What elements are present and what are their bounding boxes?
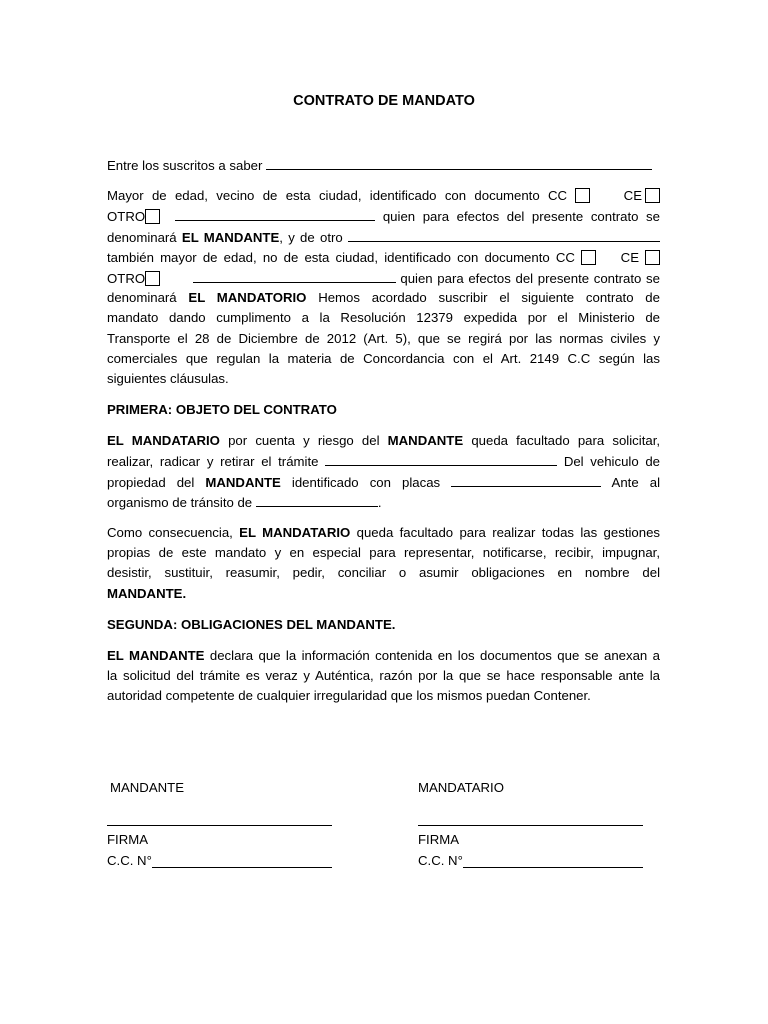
- primera-text: Ante al: [611, 475, 660, 490]
- segunda-heading: SEGUNDA: OBLIGACIONES DEL MANDANTE.: [107, 617, 396, 632]
- intro-text: Entre los suscritos a saber: [107, 158, 263, 173]
- consecuencia-line-4: MANDANTE.: [107, 586, 187, 601]
- p1-text: denominará: [107, 290, 177, 305]
- segunda-line-3: autoridad competente de cualquier irregularidad que los mismos puedan Contener.: [107, 688, 591, 703]
- el-mandatorio-bold: EL MANDATORIO: [188, 290, 307, 305]
- consecuencia-line-1: [107, 523, 660, 543]
- p1-text: Mayor de edad, vecino de esta ciudad, identificado con documento CC: [107, 188, 568, 203]
- p1-line-5: [107, 268, 660, 288]
- ce-label-1: CE: [623, 188, 642, 203]
- primera-line-2: [107, 451, 660, 471]
- p1-text: quien para efectos del presente contrato se: [400, 271, 660, 286]
- organismo-blank[interactable]: [256, 492, 378, 507]
- el-mandatario-bold: EL MANDATARIO: [107, 433, 220, 448]
- primera-line-4: organismo de tránsito de .: [107, 492, 660, 512]
- primera-text: organismo de tránsito de: [107, 495, 253, 510]
- mandante-cc-label: C.C. N°: [107, 853, 152, 868]
- mandante-bold: MANDANTE: [387, 433, 464, 448]
- ce-checkbox-2[interactable]: [645, 250, 660, 265]
- otro-blank-1[interactable]: [175, 206, 375, 221]
- otro-parte-blank[interactable]: [348, 227, 660, 242]
- otro-checkbox-2[interactable]: [145, 271, 160, 286]
- p1-line-10: siguientes cláusulas.: [107, 371, 229, 386]
- otro-label-2: OTRO: [107, 271, 146, 286]
- p1-line-4: [107, 248, 660, 268]
- el-mandante-bold: EL MANDANTE: [181, 230, 280, 245]
- ce-label-2: CE: [620, 250, 639, 265]
- mandatario-signature-line[interactable]: [418, 825, 643, 826]
- el-mandante-bold: EL MANDANTE: [107, 648, 205, 663]
- cc-checkbox-2[interactable]: [581, 250, 596, 265]
- document-title: CONTRATO DE MANDATO: [293, 93, 475, 109]
- mandante-signature-line[interactable]: [107, 825, 332, 826]
- placas-blank[interactable]: [451, 472, 601, 487]
- mandatario-cc-line[interactable]: [463, 867, 643, 868]
- primera-text: realizar, radicar y retirar el trámite: [107, 454, 319, 469]
- p1-text: denominará: [107, 230, 177, 245]
- segunda-line-2: la solicitud del trámite es veraz y Auténtica, razón por la que se hace responsable ante la: [107, 668, 660, 683]
- consecuencia-line-3: desistir, sustituir, reasumir, pedir, conciliar o asumir obligaciones en nombre del: [107, 565, 660, 580]
- primera-text: propiedad del: [107, 475, 195, 490]
- consecuencia-line-2: propias de este mandato y en especial para representar, notificarse, recibir, impugnar,: [107, 545, 660, 560]
- consecuencia-text: queda facultado para realizar todas las gestiones: [356, 525, 661, 540]
- primera-heading: PRIMERA: OBJETO DEL CONTRATO: [107, 402, 337, 417]
- otro-blank-2[interactable]: [193, 268, 396, 283]
- p1-line-1: [107, 186, 660, 206]
- primera-text: por cuenta y riesgo del: [228, 433, 380, 448]
- primera-text: identificado con placas: [291, 475, 441, 490]
- consecuencia-text: Como consecuencia,: [107, 525, 233, 540]
- otro-checkbox-1[interactable]: [145, 209, 160, 224]
- otro-label-1: OTRO: [107, 209, 146, 224]
- mandante-cc-line[interactable]: [152, 867, 332, 868]
- primera-text: Del vehiculo de: [563, 454, 661, 469]
- intro-line: [107, 155, 660, 175]
- p1-line-3: [107, 227, 660, 247]
- primera-line-3: [107, 472, 660, 492]
- ce-checkbox-1[interactable]: [645, 188, 660, 203]
- p1-text: quien para efectos del presente contrato se: [382, 209, 660, 224]
- p1-line-7: mandato dando cumplimento a la Resolución 12379 expedida por el Ministerio de: [107, 310, 660, 325]
- p1-text: Hemos acordado suscribir el siguiente contrato de: [318, 290, 660, 305]
- segunda-text: declara que la información contenida en los documentos que se anexan a: [209, 648, 660, 663]
- suscritos-blank[interactable]: [266, 155, 652, 170]
- segunda-line-1: [107, 646, 660, 666]
- primera-text: queda facultado para solicitar,: [471, 433, 661, 448]
- tramite-blank[interactable]: [325, 451, 557, 466]
- p1-line-8: Transporte el 28 de Diciembre de 2012 (Art. 5), que se regirá por las normas civiles y: [107, 331, 660, 346]
- mandatario-cc-label: C.C. N°: [418, 853, 463, 868]
- primera-line-1: [107, 431, 660, 451]
- mandante-signature-label: MANDANTE: [110, 780, 184, 795]
- p1-text: también mayor de edad, no de esta ciudad, identificado con documento CC: [107, 250, 575, 265]
- p1-text: , y de otro: [279, 230, 343, 245]
- mandatario-firma-label: FIRMA: [418, 832, 460, 847]
- p1-line-9: comerciales que regulan la materia de Concordancia con el Art. 2149 C.C según las: [107, 351, 660, 366]
- mandante-bold: MANDANTE: [205, 475, 281, 490]
- el-mandatario-bold: EL MANDATARIO: [239, 525, 351, 540]
- p1-line-2: [107, 206, 660, 226]
- mandante-firma-label: FIRMA: [107, 832, 149, 847]
- cc-checkbox-1[interactable]: [575, 188, 590, 203]
- p1-line-6: [107, 288, 660, 308]
- mandatario-signature-label: MANDATARIO: [418, 780, 504, 795]
